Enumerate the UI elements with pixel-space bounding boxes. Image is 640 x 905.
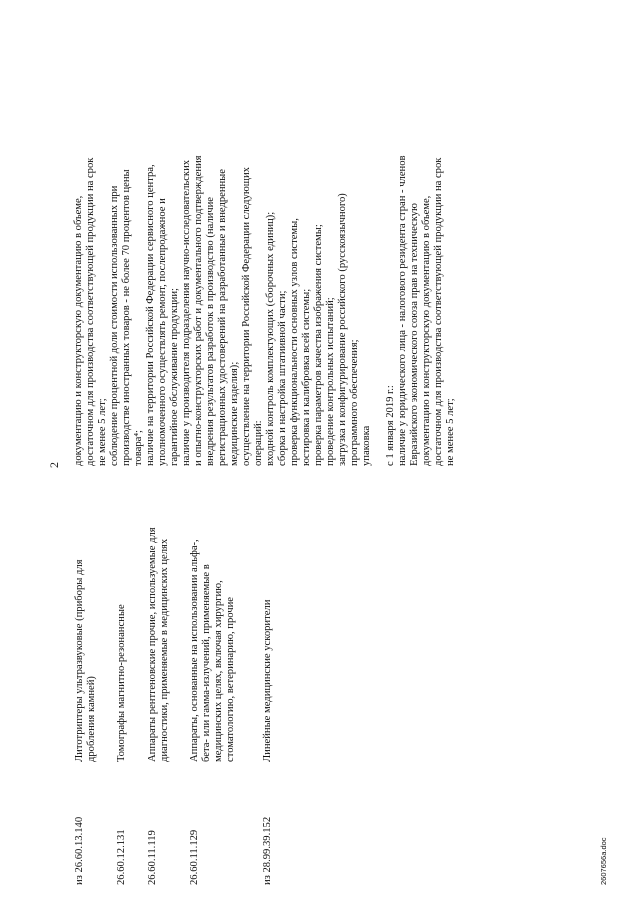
product-name-line: диагностики, применяемые в медицинских целях: [159, 538, 170, 762]
requirement-line: медицинские изделия);: [229, 361, 240, 466]
requirement-line: проверка параметров качества изображения системы;: [313, 224, 324, 466]
okpd-code: 26.60.11.119: [147, 830, 158, 885]
requirement-line: достаточном для производства соответствующей продукции на срок: [85, 157, 96, 466]
document-id: 2607656a.doc: [599, 837, 608, 885]
requirement-line: осуществление на территории Российской Федерации следующих: [241, 167, 252, 466]
requirement-line: входной контроль комплектующих (сборочных единиц);: [265, 211, 276, 466]
page-number: 2: [47, 462, 61, 468]
requirement-line: наличие на территории Российской Федерации сервисного центра,: [145, 164, 156, 466]
requirement-line: товара⁴;: [133, 430, 144, 466]
requirement-line: проведение контрольных испытаний;: [325, 297, 336, 466]
okpd-code: 26.60.11.129: [189, 829, 200, 885]
requirements-text: [73, 155, 457, 466]
requirement-line: уполномоченного осуществлять ремонт, послепродажное и: [157, 198, 168, 466]
product-name: [189, 539, 237, 762]
product-name: [262, 600, 274, 762]
product-name-line: стоматологию, ветеринарию, прочие: [225, 597, 236, 762]
product-name-line: Литотриптеры ультразвуковые (приборы для: [74, 559, 85, 762]
requirement-line: не менее 5 лет;: [97, 398, 108, 466]
requirement-line: загрузка и конфигурирование российского (русскоязычного): [337, 193, 348, 466]
product-name: [116, 604, 128, 762]
product-name-line: Томографы магнитно-резонансные: [116, 604, 127, 762]
requirement-line: наличие у производителя подразделения научно-исследовательских: [181, 159, 192, 466]
okpd-code: из 28.99.39.152: [262, 816, 273, 885]
requirement-line: документацию и конструкторскую документацию в объеме,: [421, 195, 432, 466]
product-name-line: Аппараты рентгеновские прочие, используемые для: [147, 527, 158, 762]
requirement-line: проверка функциональности основных узлов системы,: [289, 218, 300, 466]
requirement-line: регистрационных удостоверений на разработанные и внедренные: [217, 169, 228, 466]
product-name: [147, 527, 171, 762]
requirement-line: наличие у юридического лица - налогового резидента стран - членов: [397, 155, 408, 466]
product-name-line: медицинских целях, включая хирургию,: [213, 580, 224, 762]
requirement-line: соблюдение процентной доли стоимости использованных при: [109, 185, 120, 466]
requirement-line: не менее 5 лет;: [445, 398, 456, 466]
product-name-line: бета- или гамма-излучений, применяемые в: [201, 564, 212, 762]
requirement-line: с 1 января 2019 г.:: [385, 385, 396, 466]
requirement-line: и опытно-конструкторских работ и документального подтверждения: [193, 155, 204, 466]
requirement-line: производстве иностранных товаров - не более 70 процентов цены: [121, 169, 132, 466]
requirement-line: упаковка: [361, 425, 372, 466]
product-name: [74, 559, 98, 762]
product-name-line: дробления камней): [86, 676, 97, 762]
okpd-code: 26.60.12.131: [116, 829, 127, 885]
requirement-line: программного обеспечения;: [349, 339, 360, 466]
requirement-line: гарантийное обслуживание продукции;: [169, 288, 180, 466]
product-name-line: Линейные медицинские ускорители: [262, 599, 273, 762]
requirement-line: документацию и конструкторскую документацию в объеме,: [73, 195, 84, 466]
requirement-line: юстировка и калибровка всей системы;: [301, 288, 312, 466]
requirement-line: сборка и настройка штатиивной части;: [277, 290, 288, 466]
product-name-line: Аппараты, основанные на использовании альфа-,: [189, 539, 200, 762]
okpd-code: из 26.60.13.140: [74, 816, 85, 885]
requirement-line: внедрения результатов разработок в производство (наличие: [205, 197, 216, 466]
requirement-line: [373, 155, 385, 466]
requirement-line: операций:: [253, 420, 264, 466]
requirement-line: Евразийского экономического союза прав на техническую: [409, 203, 420, 466]
requirement-line: достаточном для производства соответствующей продукции на срок: [433, 157, 444, 466]
